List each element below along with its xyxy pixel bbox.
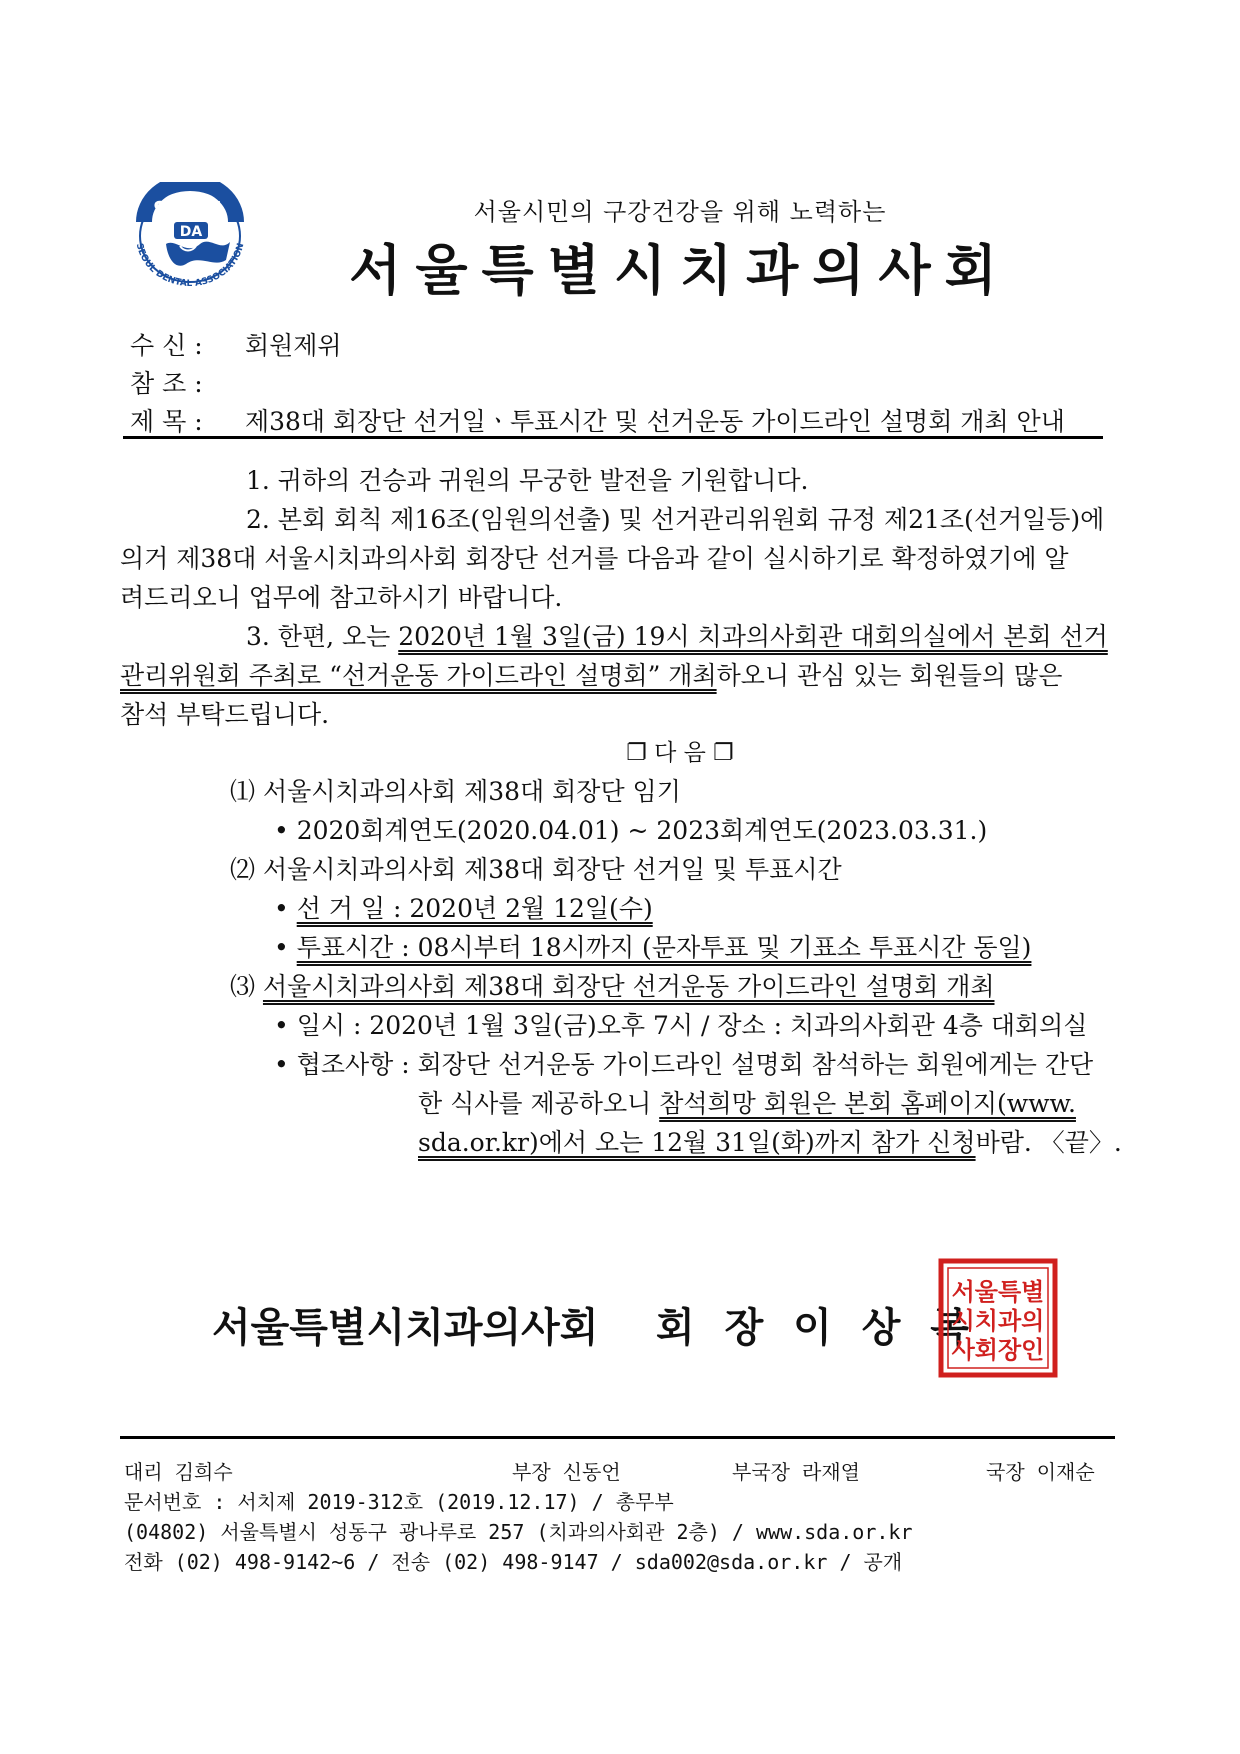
subject-value: 제38대 회장단 선거일ㆍ투표시간 및 선거운동 가이드라인 설명회 개최 안내	[244, 407, 1065, 436]
recipient-row	[130, 326, 342, 362]
item-3-bullet-2-line-1: • 협조사항 : 회장단 선거운동 가이드라인 설명회 참석하는 회원에게는 간단	[274, 1050, 1094, 1079]
staff-4-role: 국장	[986, 1460, 1025, 1484]
paragraph-2-line-1: 2. 본회 회칙 제16조(임원의선출) 및 선거관리위원회 규정 제21조(선거일등)에	[246, 505, 1105, 534]
voting-hours: 투표시간 : 08시부터 18시까지 (문자투표 및 기표소 투표시간 동일)	[296, 933, 1032, 962]
staff-1-role: 대리	[124, 1460, 163, 1484]
item-3-title-row	[230, 967, 995, 1003]
reference-row	[130, 364, 237, 400]
footer-divider	[120, 1436, 1115, 1439]
staff-3	[732, 1456, 860, 1485]
staff-2	[512, 1456, 621, 1485]
paragraph-3-line-1	[246, 617, 1108, 653]
item-3-bullet-1: • 일시 : 2020년 1월 3일(금)오후 7시 / 장소 : 치과의사회관 4층 대회의실	[274, 1011, 1088, 1040]
item-3-registration-note-2: sda.or.kr)에서 오는 12월 31일(화)까지 참가 신청	[418, 1128, 976, 1157]
election-date: 선 거 일 : 2020년 2월 12일(수)	[296, 894, 653, 923]
subject-underline	[123, 436, 1103, 439]
staff-4-name: 이재순	[1036, 1460, 1095, 1484]
item-3-title: 서울시치과의사회 제38대 회장단 선거운동 가이드라인 설명회 개최	[262, 972, 995, 1001]
staff-3-name: 라재열	[802, 1460, 860, 1484]
item-2-bullet-1	[274, 889, 653, 925]
item-1-bullet: • 2020회계연도(2020.04.01) ~ 2023회계연도(2023.03.31.)	[274, 816, 988, 845]
official-seal	[937, 1257, 1059, 1379]
item-3-closing: 바람. 〈끝〉.	[975, 1128, 1122, 1157]
item-1-title: ⑴ 서울시치과의사회 제38대 회장단 임기	[230, 777, 681, 806]
item-3-bullet-2-line-2	[418, 1084, 1076, 1120]
signature-org: 서울특별시치과의사회	[212, 1305, 599, 1351]
seal-line-1: 서울특별	[951, 1278, 1045, 1306]
doc-number: 문서번호 : 서치제 2019-312호 (2019.12.17) / 총무부	[124, 1490, 674, 1514]
logo-top-text: SEOUL	[152, 197, 228, 221]
seal-line-3: 사회장인	[951, 1336, 1045, 1364]
logo-ring-text: SEOUL DENTAL ASSOCIATION	[133, 242, 247, 290]
contact-info: 전화 (02) 498-9142~6 / 전송 (02) 498-9147 / sda002@sda.or.kr / 공개	[124, 1550, 903, 1574]
staff-1-name: 김희수	[174, 1460, 233, 1484]
subject-label: 제 목 :	[130, 407, 203, 436]
paragraph-2-line-2: 의거 제38대 서울시치과의사회 회장단 선거를 다음과 같이 실시하기로 확정하였기에 알	[120, 544, 1069, 573]
staff-2-name: 신동언	[562, 1460, 621, 1484]
details-heading: ❐ 다 음 ❐	[626, 740, 734, 766]
staff-3-role: 부국장	[732, 1460, 790, 1484]
paragraph-2-line-3: 려드리오니 업무에 참고하시기 바랍니다.	[120, 583, 563, 612]
signature-title-name: 회 장 이 상 복	[656, 1305, 977, 1351]
paragraph-3-line-2	[120, 656, 1062, 692]
item-2-bullet-2	[274, 928, 1031, 964]
staff-1	[124, 1456, 233, 1485]
item-2-bullet-1-mark: •	[274, 894, 297, 923]
paragraph-3-highlight-1: 2020년 1월 3일(금) 19시 치과의사회관 대회의실에서 본회 선거	[398, 622, 1108, 651]
item-2-title: ⑵ 서울시치과의사회 제38대 회장단 선거일 및 투표시간	[230, 855, 842, 884]
paragraph-3-highlight-2: 관리위원회 주최로 “선거운동 가이드라인 설명회” 개최	[120, 661, 717, 690]
item-3-number: ⑶	[230, 972, 263, 1001]
slogan: 서울시민의 구강건강을 위해 노력하는	[473, 198, 887, 226]
paragraph-3-rest: 하오니 관심 있는 회원들의 많은	[716, 661, 1063, 690]
recipient-label: 수 신 :	[130, 331, 203, 360]
staff-2-role: 부장	[512, 1460, 551, 1484]
subject-row	[130, 402, 1065, 438]
paragraph-3-line-3: 참석 부탁드립니다.	[120, 700, 330, 729]
item-2-bullet-2-mark: •	[274, 933, 297, 962]
logo-mid-text: DA	[179, 224, 203, 240]
paragraph-1: 1. 귀하의 건승과 귀원의 무궁한 발전을 기원합니다.	[246, 466, 809, 495]
item-3-bullet-2-line-3	[418, 1123, 1122, 1159]
reference-label: 참 조 :	[130, 369, 203, 398]
address: (04802) 서울특별시 성동구 광나루로 257 (치과의사회관 2층) / www.sda.or.kr	[124, 1520, 913, 1544]
item-3-line-2-text: 한 식사를 제공하오니	[418, 1089, 660, 1118]
staff-4	[986, 1456, 1095, 1485]
organization-title: 서울특별시치과의사회	[349, 239, 1011, 302]
seal-line-2: 시치과의	[951, 1307, 1045, 1335]
item-3-registration-note-1: 참석희망 회원은 본회 홈페이지(www.	[659, 1089, 1076, 1118]
recipient-value: 회원제위	[244, 331, 342, 360]
paragraph-3-intro: 3. 한편, 오는	[246, 622, 399, 651]
